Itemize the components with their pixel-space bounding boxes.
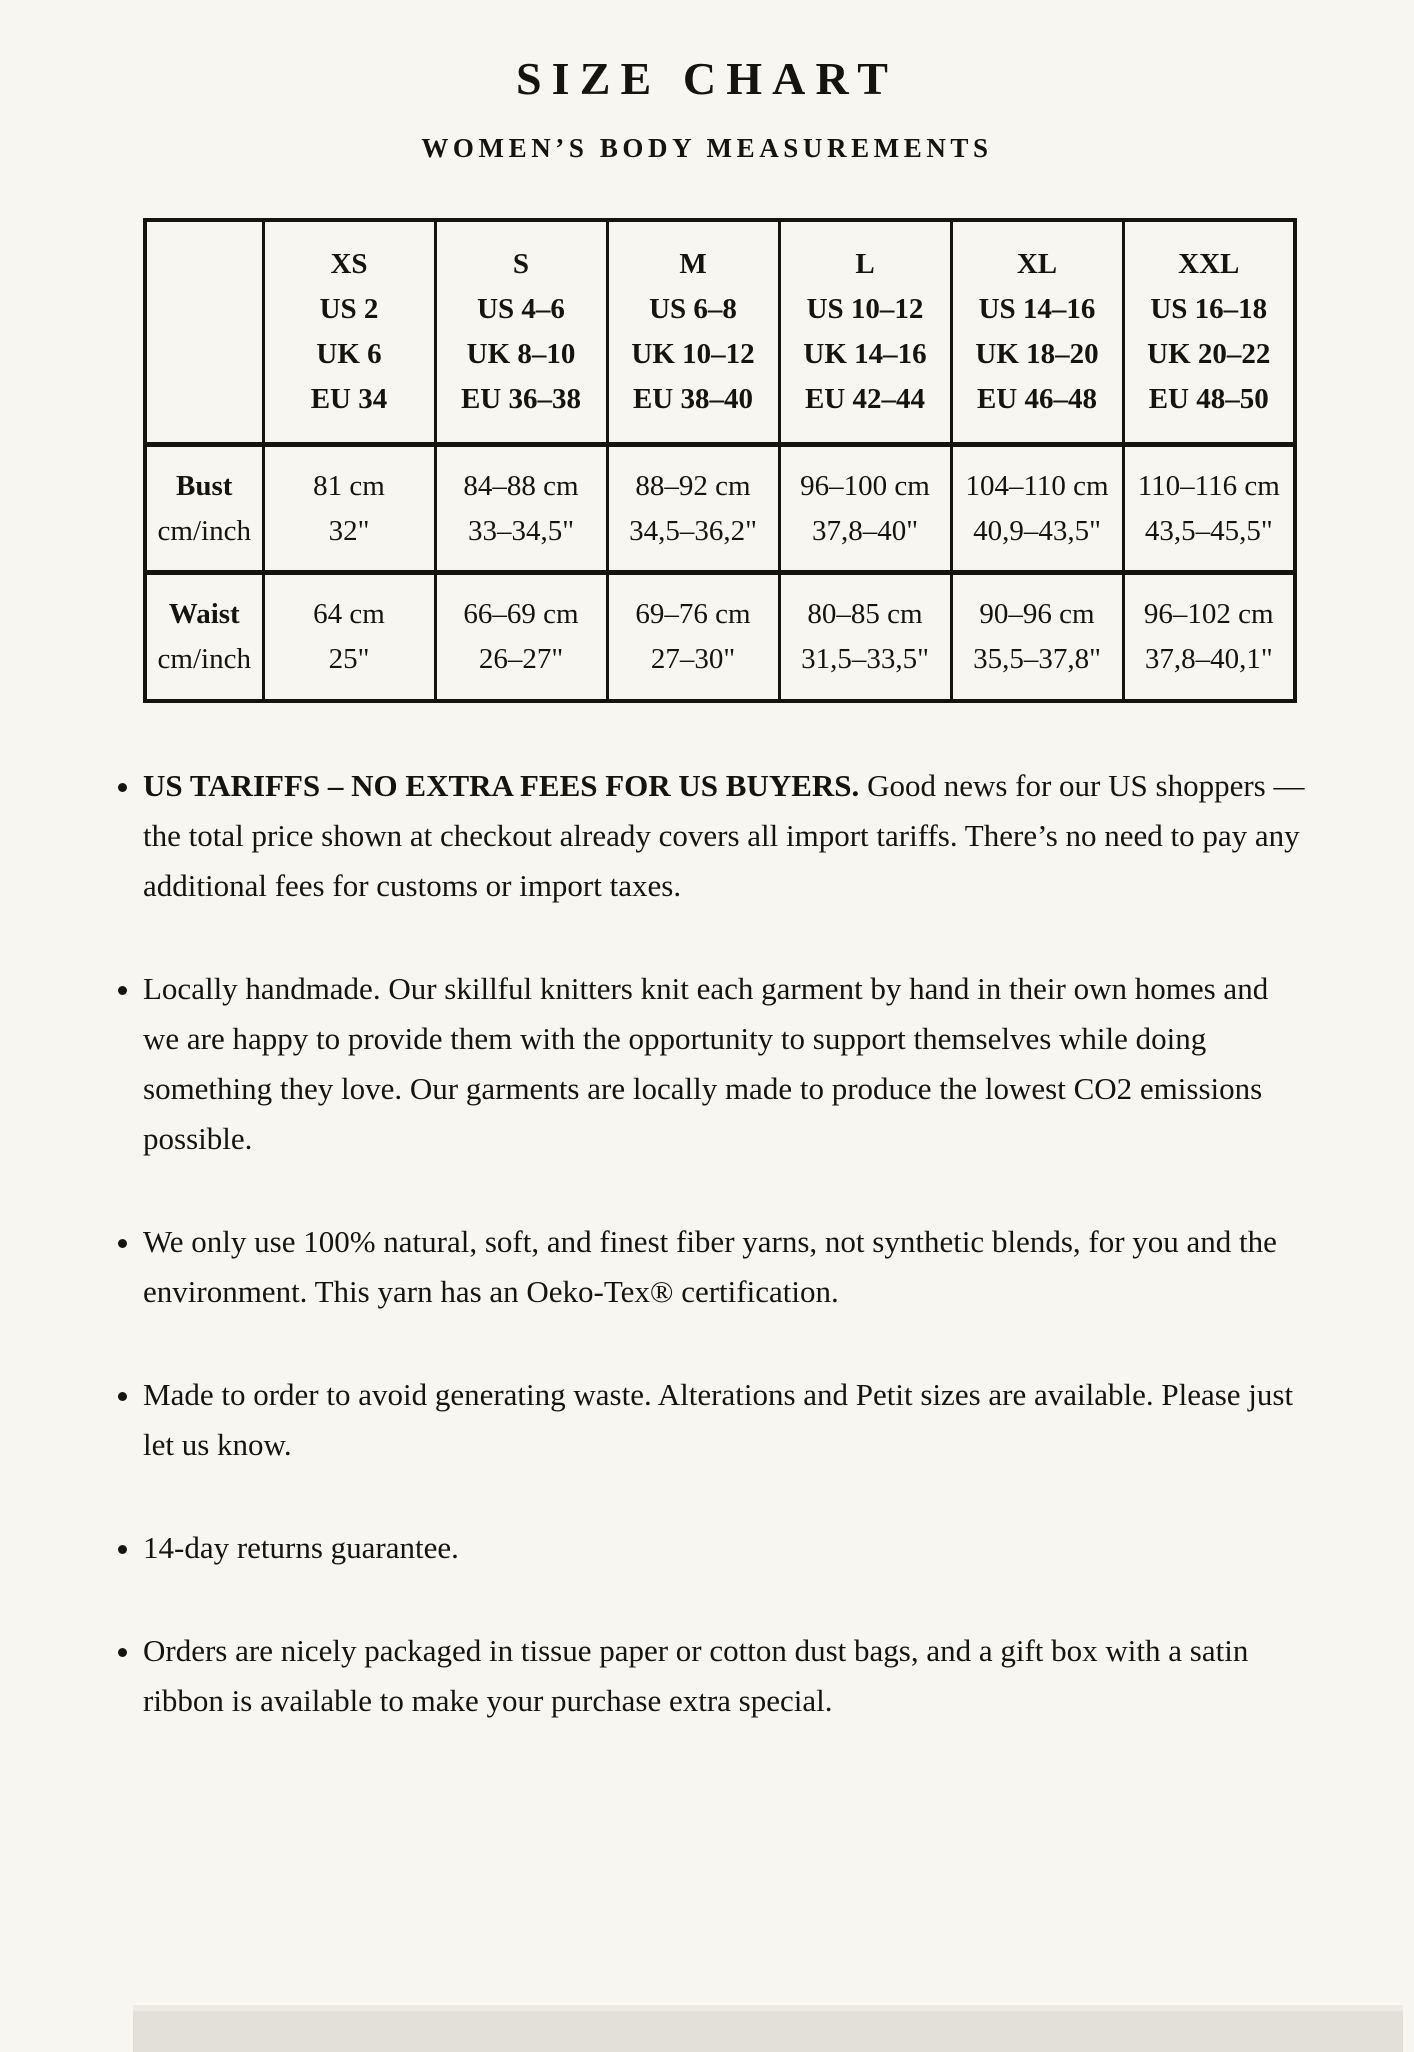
size-name: XS [330,248,368,280]
cell-inch: 33–34,5" [467,514,575,547]
column-header-l [779,220,951,445]
cell-cm: 80–85 cm [807,597,923,630]
cell-inch: 32" [328,514,370,547]
bullet-us-tariffs-heading: US TARIFFS – NO EXTRA FEES FOR US BUYERS. [143,767,860,803]
table-cell [263,573,435,701]
column-header-m [607,220,779,445]
cell-cm: 84–88 cm [463,469,579,502]
size-name: XL [1016,248,1058,280]
cell-cm: 96–100 cm [800,469,930,502]
column-header-s [435,220,607,445]
table-cell [607,573,779,701]
size-us: US 10–12 [806,293,924,325]
bullet-natural-yarn: • We only use 100% natural, soft, and finest fiber yarns, not synthetic blends, for you and the environment. This yarn has an Oeko-Tex® certification. [143,1217,1310,1317]
size-eu: EU 38–40 [632,383,754,415]
cell-inch: 40,9–43,5" [973,514,1101,547]
size-uk: UK 8–10 [466,338,576,370]
size-eu: EU 48–50 [1148,383,1269,415]
cell-cm: 66–69 cm [463,597,579,630]
bullet-returns-guarantee: • 14-day returns guarantee. [143,1523,1310,1573]
size-name: L [855,248,875,280]
bullet-packaging: • Orders are nicely packaged in tissue paper or cotton dust bags, and a gift box with a satin ribbon is available to make your purchase extra special. [143,1626,1310,1726]
size-eu: EU 34 [310,383,388,415]
cell-cm: 104–110 cm [965,469,1109,502]
column-header-xl [951,220,1123,445]
cell-inch: 27–30" [650,642,736,675]
size-name: XXL [1178,248,1240,280]
table-cell [435,445,607,573]
table-cell [1123,445,1295,573]
table-row-bust [145,445,1295,573]
row-label-text: Waist [168,597,240,630]
size-us: US 16–18 [1150,293,1268,325]
size-name: S [512,248,530,280]
cell-cm: 96–102 cm [1143,597,1274,630]
row-unit-text: cm/inch [157,514,251,547]
size-eu: EU 46–48 [976,383,1098,415]
cell-cm: 110–116 cm [1137,469,1280,502]
size-uk: UK 18–20 [975,338,1099,370]
bullet-made-to-order: • Made to order to avoid generating waste. Alterations and Petit sizes are available. Please just let us know. [143,1370,1310,1470]
cell-cm: 90–96 cm [979,597,1095,630]
table-cell [607,445,779,573]
size-us: US 6–8 [649,293,737,325]
size-uk: UK 6 [316,338,382,370]
column-header-xs [263,220,435,445]
size-us: US 14–16 [978,293,1096,325]
cell-inch: 34,5–36,2" [629,514,757,547]
page-subtitle: WOMEN’S BODY MEASUREMENTS [421,133,993,163]
table-cell [435,573,607,701]
row-label-waist [145,573,263,701]
column-header-xxl [1123,220,1295,445]
size-chart-page [0,52,1414,2052]
product-notes-list [113,761,1310,1726]
cell-inch: 37,8–40" [811,514,919,547]
table-cell [779,445,951,573]
size-chart-table [143,218,1297,703]
bottom-section-edge [133,2005,1403,2052]
cell-inch: 35,5–37,8" [973,642,1101,675]
size-us: US 4–6 [477,293,565,325]
bullet-us-tariffs-text: Good news for our US shoppers — the total price shown at checkout already covers all import tariffs. There’s no need to pay any additional fees for customs or import taxes. [143,767,1305,903]
table-row-waist [145,573,1295,701]
table-cell [263,445,435,573]
size-eu: EU 36–38 [460,383,582,415]
size-us: US 2 [319,293,379,325]
size-name: M [679,248,707,280]
size-table-header [145,220,1295,445]
cell-cm: 81 cm [313,469,385,502]
size-table-body [145,445,1295,701]
cell-inch: 26–27" [478,642,564,675]
bullet-us-tariffs [143,761,1310,911]
size-uk: UK 20–22 [1147,338,1271,370]
page-title: SIZE CHART [515,53,899,104]
corner-cell [145,220,263,445]
cell-inch: 31,5–33,5" [801,642,929,675]
size-eu: EU 42–44 [804,383,926,415]
cell-inch: 25" [328,642,370,675]
row-label-text: Bust [176,469,233,502]
cell-inch: 37,8–40,1" [1144,642,1273,675]
cell-cm: 69–76 cm [635,597,751,630]
table-cell [951,445,1123,573]
size-uk: UK 14–16 [803,338,927,370]
cell-cm: 64 cm [313,597,385,630]
bullet-locally-handmade: • Locally handmade. Our skillful knitters knit each garment by hand in their own homes and we are happy to provide them with the opportunity to support themselves while doing something they love. Our garments are locally made to produce the lowest CO2 emissions possible. [143,964,1310,1164]
header-row [145,220,1295,445]
table-cell [951,573,1123,701]
cell-inch: 43,5–45,5" [1144,514,1273,547]
row-unit-text: cm/inch [157,642,251,675]
table-cell [1123,573,1295,701]
cell-cm: 88–92 cm [635,469,751,502]
size-uk: UK 10–12 [631,338,755,370]
row-label-bust [145,445,263,573]
table-cell [779,573,951,701]
